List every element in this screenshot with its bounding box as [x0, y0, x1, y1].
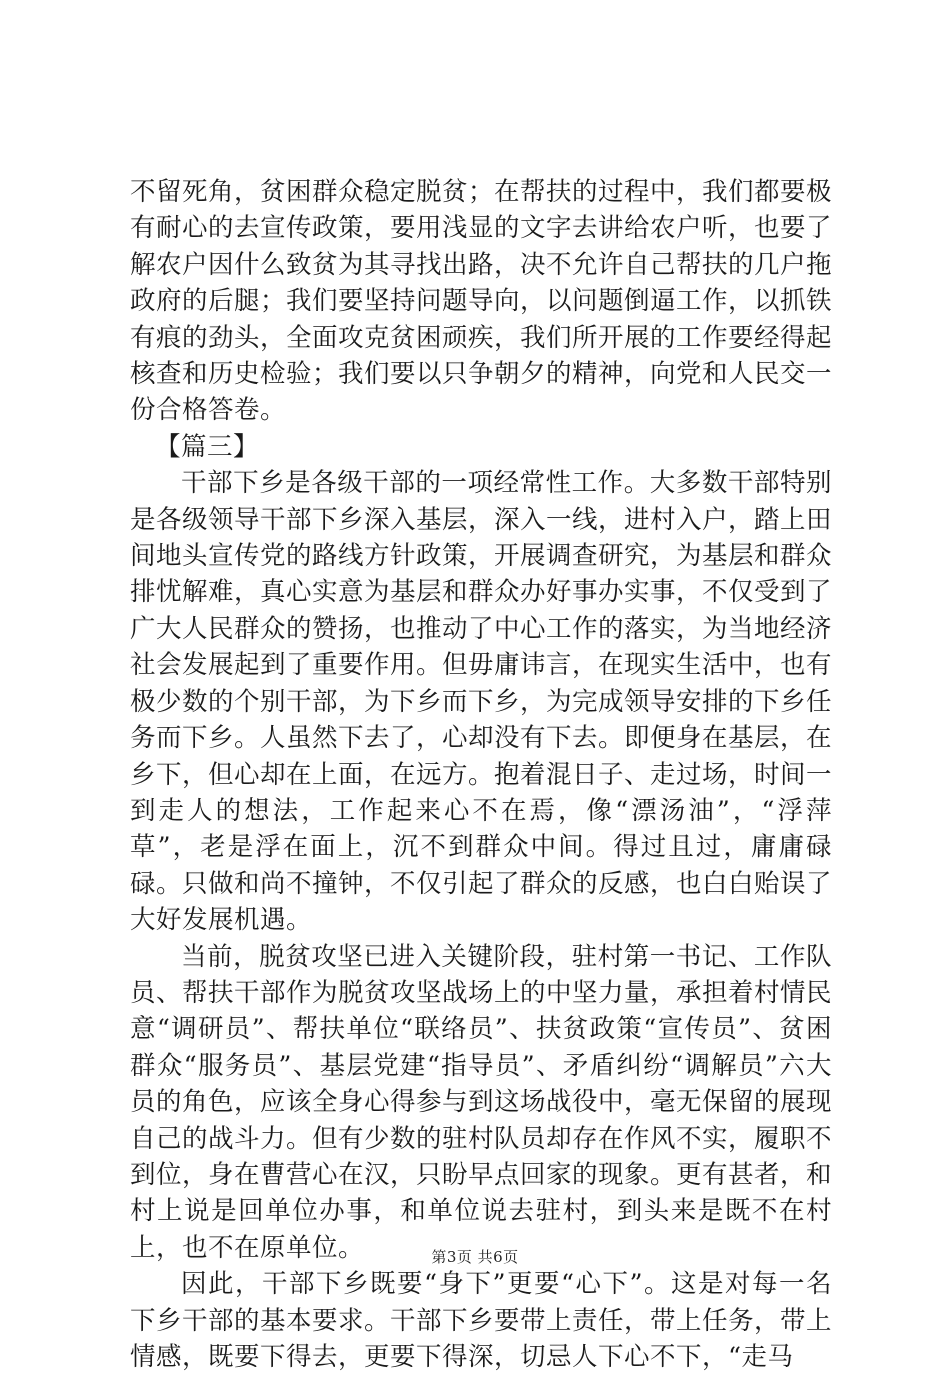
paragraph-continuation: 不留死角，贫困群众稳定脱贫；在帮扶的过程中，我们都要极有耐心的去宣传政策，要用浅显的文字去讲给农户听，也要了解农户因什么致贫为其寻找出路，决不允许自己帮扶的几户拖政府的后腿；我们要坚持问题导向，以问题倒逼工作，以抓铁有痕的劲头，全面攻克贫困顽疾，我们所开展的工作要经得起核查和历史检验；我们要以只争朝夕的精神，向党和人民交一份合格答卷。: [130, 177, 833, 426]
page-number-footer: 第3页 共6页: [431, 1248, 519, 1266]
paragraph-poverty-alleviation-stage: 当前，脱贫攻坚已进入关键阶段，驻村第一书记、工作队员、帮扶干部作为脱贫攻坚战场上的中坚力量，承担着村情民意“调研员”、帮扶单位“联络员”、扶贫政策“宣传员”、贫困群众“服务员”、基层党建“指导员”、矛盾纠纷“调解员”六大员的角色，应该全身心得参与到这场战役中，毫无保留的展现自己的战斗力。但有少数的驻村队员却存在作风不实，履职不到位，身在曹营心在汉，只盼早点回家的现象。更有甚者，和村上说是回单位办事，和单位说去驻村，到头来是既不在村上，也不在原单位。: [130, 941, 833, 1263]
paragraph-cadres-going-to-countryside: 干部下乡是各级干部的一项经常性工作。大多数干部特别是各级领导干部下乡深入基层，深入一线，进村入户，踏上田间地头宣传党的路线方针政策，开展调查研究，为基层和群众排忧解难，真心实意为基层和群众办好事办实事，不仅受到了广大人民群众的赞扬，也推动了中心工作的落实，为当地经济社会发展起到了重要作用。但毋庸讳言，在现实生活中，也有极少数的个别干部，为下乡而下乡，为完成领导安排的下乡任务而下乡。人虽然下去了，心却没有下去。即便身在基层，在乡下，但心却在上面，在远方。抱着混日子、走过场，时间一到走人的想法，工作起来心不在焉，像“漂汤油”，“浮萍草”，老是浮在面上，沉不到群众中间。得过且过，庸庸碌碌。只做和尚不撞钟，不仅引起了群众的反感，也白白贻误了大好发展机遇。: [130, 468, 833, 936]
paragraph-body-and-heart: 因此，干部下乡既要“身下”更要“心下”。这是对每一名下乡干部的基本要求。干部下乡要带上责任，带上任务，带上情感，既要下得去，更要下得深，切忌人下心不下，“走马: [130, 1269, 833, 1372]
document-body: [130, 174, 832, 1375]
section-heading: 【篇三】: [155, 431, 260, 462]
